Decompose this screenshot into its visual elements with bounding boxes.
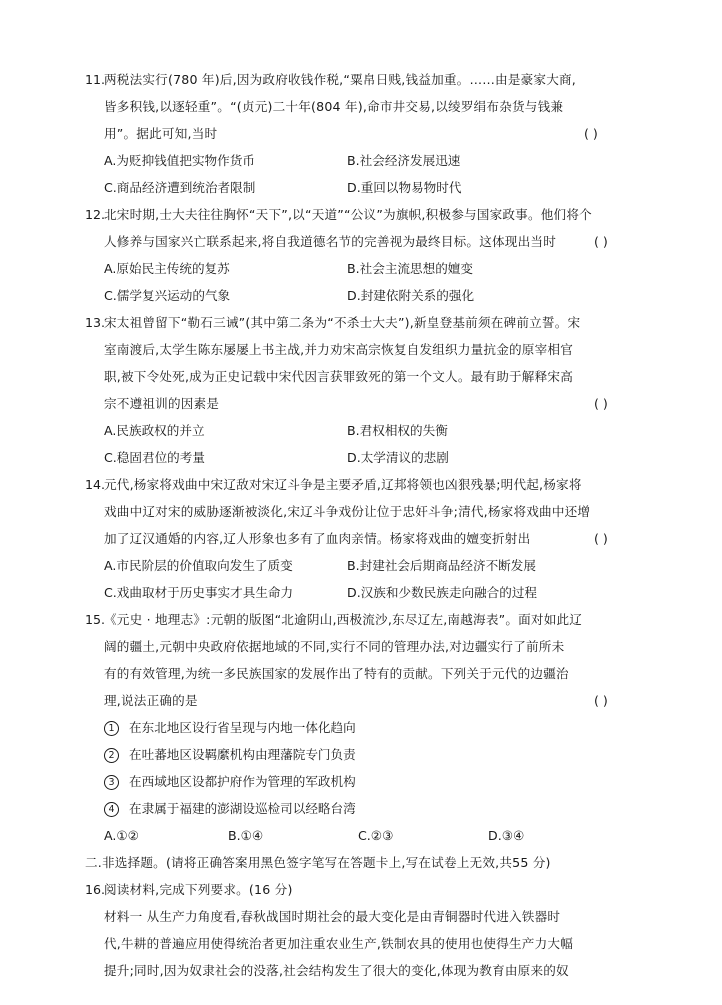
question-16-material-line-2: 代,牛耕的普遍应用使得统治者更加注重农业生产,铁制农具的使用也使得生产力大幅	[104, 936, 573, 951]
question-12-answer-paren: ( )	[594, 234, 608, 249]
question-12-option-d: D.封建依附关系的强化	[347, 288, 475, 303]
question-15-item-4	[104, 800, 356, 818]
question-14-number: 14.	[85, 477, 106, 492]
question-12-option-c: C.儒学复兴运动的气象	[104, 288, 231, 303]
question-15-item-2-text: 在吐蕃地区设羁縻机构由理藩院专门负责	[129, 747, 356, 762]
question-15-item-1	[104, 719, 356, 737]
question-15-line-2: 阔的疆土,元朝中央政府依据地域的不同,实行不同的管理办法,对边疆实行了前所未	[104, 639, 565, 654]
question-15-item-2	[104, 746, 356, 764]
question-14-option-b: B.封建社会后期商品经济不断发展	[347, 558, 536, 573]
question-14-line-1: 元代,杨家将戏曲中宋辽敌对宋辽斗争是主要矛盾,辽邦将领也凶狠残暴;明代起,杨家将	[104, 477, 582, 492]
question-12-option-b: B.社会主流思想的嬗变	[347, 261, 473, 276]
question-12-number: 12.	[85, 207, 106, 222]
question-15-item-3-text: 在西域地区设都护府作为管理的军政机构	[129, 774, 356, 789]
question-11-line-1: 两税法实行(780 年)后,因为政府收钱作税,“粟帛日贱,钱益加重。……由是豪家大商,	[104, 72, 577, 87]
question-13-option-c: C.稳固君位的考量	[104, 450, 205, 465]
circled-number-4: 4	[104, 802, 119, 817]
question-15-item-4-text: 在隶属于福建的澎湖设巡检司以经略台湾	[129, 801, 356, 816]
question-11-answer-paren: ( )	[584, 126, 598, 141]
question-16-material-line-1: 材料一 从生产力角度看,春秋战国时期社会的最大变化是由青铜器时代进入铁器时	[104, 909, 561, 924]
question-11-line-3: 用”。据此可知,当时	[104, 126, 218, 141]
question-13-number: 13.	[85, 315, 106, 330]
question-16-instruction: 阅读材料,完成下列要求。(16 分)	[104, 882, 293, 897]
question-11-option-c: C.商品经济遭到统治者限制	[104, 180, 256, 195]
question-16-material-line-3: 提升;同时,因为奴隶社会的没落,社会结构发生了很大的变化,体现为教育由原来的奴	[104, 963, 569, 978]
question-13-option-d: D.太学清议的悲剧	[347, 450, 449, 465]
question-14-line-2: 戏曲中辽对宋的威胁逐渐被淡化,宋辽斗争戏份让位于忠奸斗争;清代,杨家将戏曲中还增	[104, 504, 591, 519]
question-11-option-d: D.重回以物易物时代	[347, 180, 462, 195]
question-11-line-2: 皆多积钱,以逐轻重”。“(贞元)二十年(804 年),命市井交易,以绫罗绢布杂货与钱兼	[104, 99, 564, 114]
question-15-line-1: 《元史 · 地理志》:元朝的版图“北逾阴山,西极流沙,东尽辽左,南越海表”。面对如此辽	[104, 612, 583, 627]
question-15-number: 15.	[85, 612, 106, 627]
question-13-line-4: 宗不遵祖训的因素是	[104, 396, 220, 411]
question-15-item-1-text: 在东北地区设行省呈现与内地一体化趋向	[129, 720, 356, 735]
question-16-number: 16.	[85, 882, 106, 897]
question-15-option-a: A.①②	[104, 828, 139, 843]
question-13-option-a: A.民族政权的并立	[104, 423, 205, 438]
question-11-option-a: A.为贬抑钱值把实物作货币	[104, 153, 255, 168]
question-11-option-b: B.社会经济发展迅速	[347, 153, 461, 168]
question-14-line-3: 加了辽汉通婚的内容,辽人形象也多有了血肉亲情。杨家将戏曲的嬗变折射出	[104, 531, 531, 546]
question-15-answer-paren: ( )	[594, 693, 608, 708]
question-14-option-c: C.戏曲取材于历史事实才具生命力	[104, 585, 294, 600]
question-15-line-4: 理,说法正确的是	[104, 693, 198, 708]
question-15-option-d: D.③④	[488, 828, 525, 843]
circled-number-2: 2	[104, 748, 119, 763]
question-13-option-b: B.君权相权的失衡	[347, 423, 448, 438]
question-13-line-1: 宋太祖曾留下“勒石三诫”(其中第二条为“不杀士大夫”),新皇登基前须在碑前立誓。宋	[104, 315, 581, 330]
circled-number-1: 1	[104, 721, 119, 736]
question-12-option-a: A.原始民主传统的复苏	[104, 261, 230, 276]
question-14-answer-paren: ( )	[594, 531, 608, 546]
question-13-answer-paren: ( )	[594, 396, 608, 411]
question-15-option-b: B.①④	[228, 828, 264, 843]
question-15-line-3: 有的有效管理,为统一多民族国家的发展作出了特有的贡献。下列关于元代的边疆治	[104, 666, 569, 681]
question-11-number: 11.	[85, 72, 106, 87]
question-15-item-3	[104, 773, 356, 791]
question-14-option-a: A.市民阶层的价值取向发生了质变	[104, 558, 293, 573]
section-2-heading: 二.非选择题。(请将正确答案用黑色签字笔写在答题卡上,写在试卷上无效,共55 分)	[85, 855, 551, 870]
question-13-line-2: 室南渡后,太学生陈东屡屡上书主战,并力劝宋高宗恢复自发组织力量抗金的原宰相官	[104, 342, 573, 357]
question-13-line-3: 职,被下令处死,成为正史记载中宋代因言获罪致死的第一个文人。最有助于解释宋高	[104, 369, 573, 384]
question-15-option-c: C.②③	[358, 828, 394, 843]
question-12-line-1: 北宋时期,士大夫往往胸怀“天下”,以“天道”“公议”为旗帜,积极参与国家政事。他们将个	[104, 207, 592, 222]
question-14-option-d: D.汉族和少数民族走向融合的过程	[347, 585, 538, 600]
question-12-line-2: 人修养与国家兴亡联系起来,将自我道德名节的完善视为最终目标。这体现出当时	[104, 234, 556, 249]
circled-number-3: 3	[104, 775, 119, 790]
